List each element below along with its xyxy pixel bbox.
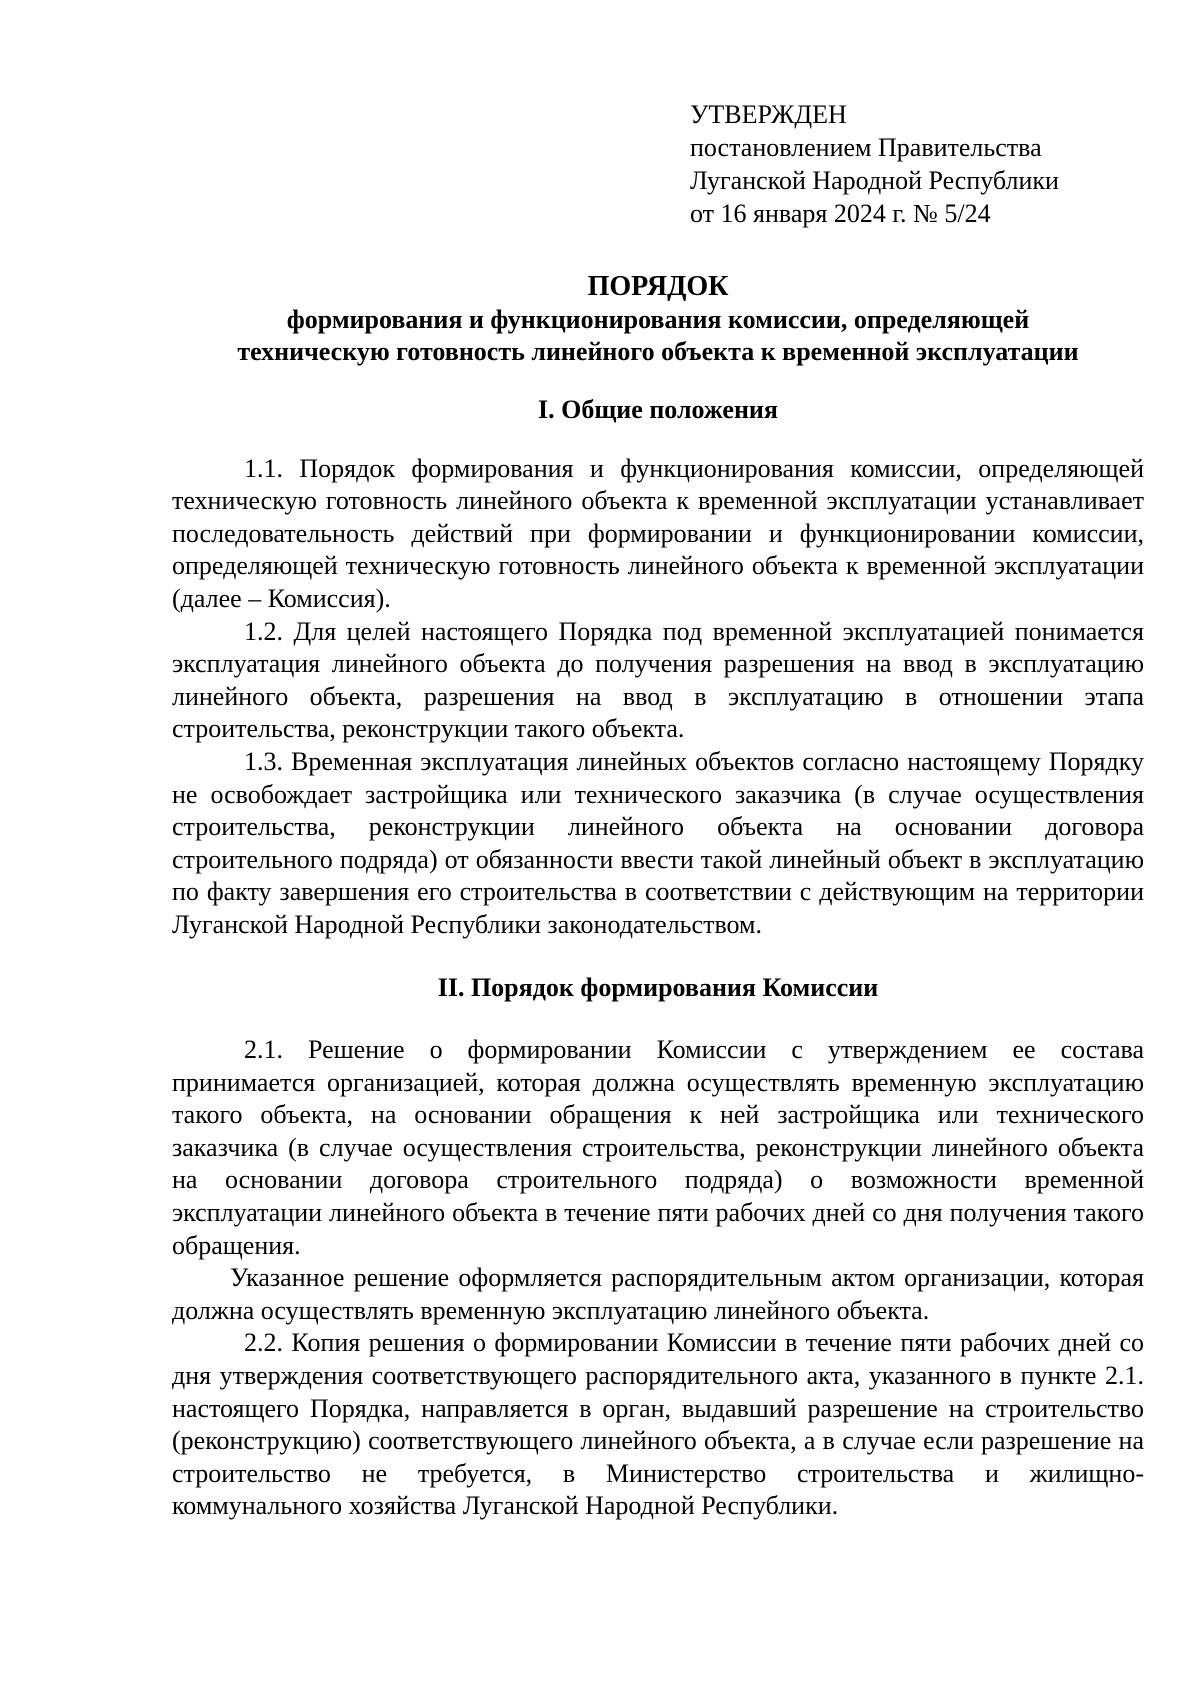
approval-republic: Луганской Народной Республики: [690, 166, 1059, 195]
document-title: ПОРЯДОК: [587, 271, 729, 302]
paragraph-1-3: 1.3. Временная эксплуатация линейных объектов согласно настоящему Порядку не освобождает застройщика или технического заказчика (в случае осуществления строительства, реконструкции линейного объекта на основании договора строительного подряда) от обязанности ввести такой линейный объект в эксплуатацию по факту завершения его строительства в соответствии с действующим на территории Луганской Народной Республики законодательством.: [172, 746, 1144, 939]
approval-title: УТВЕРЖДЕН: [690, 100, 847, 129]
paragraph-1-1: 1.1. Порядок формирования и функционирования комиссии, определяющей техническую готовность линейного объекта к временной эксплуатации устанавливает последовательность действий при формировании и функционировании комиссии, определяющей техническую готовность линейного объекта к временной эксплуатации (далее – Комиссия).: [172, 453, 1144, 613]
document-body: [172, 270, 1144, 1523]
paragraph-2-1: 2.1. Решение о формировании Комиссии с утверждением ее состава принимается организацией, которая должна осуществлять временную эксплуатацию такого объекта, на основании обращения к ней застройщика или технического заказчика (в случае осуществления строительства, реконструкции линейного объекта на основании договора строительного подряда) о возможности временной эксплуатации линейного объекта в течение пяти рабочих дней со дня получения такого обращения.: [172, 1035, 1144, 1260]
approval-authority: постановлением Правительства: [690, 133, 1042, 162]
section-2-heading: II. Порядок формирования Комиссии: [437, 972, 879, 1002]
section-1-heading: I. Общие положения: [538, 395, 778, 424]
paragraph-2-1-note: Указанное решение оформляется распорядительным актом организации, которая должна осуществлять временную эксплуатацию линейного объекта.: [172, 1263, 1144, 1325]
paragraph-1-2: 1.2. Для целей настоящего Порядка под временной эксплуатацией понимается эксплуатация линейного объекта до получения разрешения на ввод в эксплуатацию линейного объекта, разрешения на ввод в эксплуатацию в отношении этапа строительства, реконструкции такого объекта.: [172, 616, 1144, 744]
document-subtitle-line-1: формирования и функционирования комиссии, определяющей: [286, 305, 1030, 334]
approval-stamp: [690, 98, 1059, 230]
document-title-block: [172, 270, 1144, 368]
approval-date-number: от 16 января 2024 г. № 5/24: [690, 199, 991, 228]
paragraph-2-2: 2.2. Копия решения о формировании Комиссии в течение пяти рабочих дней со дня утверждения соответствующего распорядительного акта, указанного в пункте 2.1. настоящего Порядка, направляется в орган, выдавший разрешение на строительство (реконструкцию) соответствующего линейного объекта, а в случае если разрешение на строительство не требуется, в Министерство строительства и жилищно-коммунального хозяйства Луганской Народной Республики.: [172, 1328, 1144, 1521]
document-subtitle-line-2: техническую готовность линейного объекта к временной эксплуатации: [237, 337, 1079, 366]
